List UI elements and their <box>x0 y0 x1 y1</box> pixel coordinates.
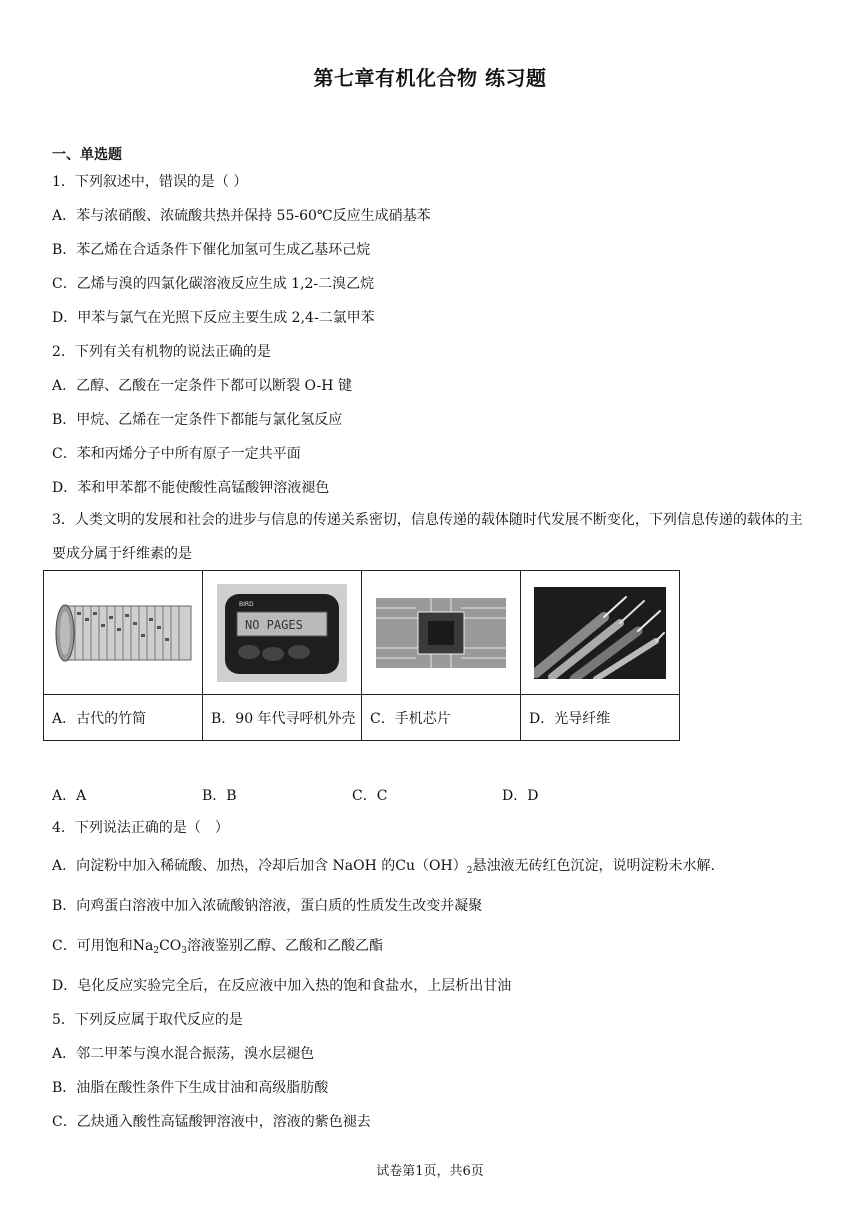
q4-c-formula-na: Na <box>132 938 154 954</box>
q4-option-c <box>52 936 383 961</box>
image-cell-d <box>521 571 680 695</box>
q2-option-a: A．乙醇、乙酸在一定条件下都可以断裂 O-H 键 <box>52 378 352 394</box>
pager-screen-text: NO PAGES <box>245 617 303 632</box>
q1-option-d: D．甲苯与氯气在光照下反应主要生成 2,4-二氯甲苯 <box>52 310 375 326</box>
q3-image-table <box>43 570 680 741</box>
q4-option-a <box>52 856 715 881</box>
section-heading: 一、单选题 <box>52 147 122 163</box>
q4-a-formula-sub: 2 <box>466 866 473 876</box>
q3-choice-a: A．A <box>52 788 87 804</box>
q3-choice-b: B．B <box>202 788 237 804</box>
q4-option-d: D．皂化反应实验完全后，在反应液中加入热的饱和食盐水，上层析出甘油 <box>52 978 512 994</box>
page-footer: 试卷第1页，共6页 <box>376 1164 484 1179</box>
q3-stem: 3．人类文明的发展和社会的进步与信息的传递关系密切，信息传递的载体随时代发展不断变化，下列信息传递的载体的主要成分属于纤维素的是 <box>52 512 803 562</box>
q5-stem: 5．下列反应属于取代反应的是 <box>52 1012 243 1028</box>
q4-c-formula-co: CO <box>159 938 182 954</box>
q5-option-c: C．乙炔通入酸性高锰酸钾溶液中，溶液的紫色褪去 <box>52 1114 371 1130</box>
q4-c-text-pre: C．可用饱和 <box>52 938 133 954</box>
pager-brand: BIRD <box>239 600 254 608</box>
q4-a-text-pre: A．向淀粉中加入稀硫酸、加热，冷却后加含 NaOH 的 <box>52 858 396 874</box>
q4-c-sub-2: 3 <box>181 946 187 956</box>
image-cell-c <box>362 571 521 695</box>
q2-option-b: B．甲烷、乙烯在一定条件下都能与氯化氢反应 <box>52 412 343 428</box>
q4-option-b: B．向鸡蛋白溶液中加入浓硫酸钠溶液，蛋白质的性质发生改变并凝聚 <box>52 898 483 914</box>
caption-c: C．手机芯片 <box>362 695 521 741</box>
optical-fiber-image <box>534 587 666 679</box>
q2-option-d: D．苯和甲苯都不能使酸性高锰酸钾溶液褪色 <box>52 480 330 496</box>
q4-c-text-post: 溶液鉴别乙醇、乙酸和乙酸乙酯 <box>187 938 383 954</box>
bamboo-slips-image <box>53 598 193 668</box>
caption-b: B．90 年代寻呼机外壳 <box>203 695 362 741</box>
phone-chip-image <box>376 598 506 668</box>
q4-stem: 4．下列说法正确的是（ ） <box>52 820 229 836</box>
q1-option-a: A．苯与浓硝酸、浓硫酸共热并保持 55-60℃反应生成硝基苯 <box>52 208 431 224</box>
q4-c-sub-1: 2 <box>153 946 160 956</box>
page-title: 第七章有机化合物 练习题 <box>313 66 547 90</box>
pager-image <box>217 584 347 682</box>
q3-choice-d: D．D <box>502 788 539 804</box>
q4-a-formula: Cu（OH） <box>395 858 467 874</box>
q2-option-c: C．苯和丙烯分子中所有原子一定共平面 <box>52 446 301 462</box>
caption-d: D．光导纤维 <box>521 695 680 741</box>
q5-option-b: B．油脂在酸性条件下生成甘油和高级脂肪酸 <box>52 1080 329 1096</box>
q4-a-text-post: 悬浊液无砖红色沉淀，说明淀粉未水解. <box>472 858 715 874</box>
q1-option-b: B．苯乙烯在合适条件下催化加氢可生成乙基环己烷 <box>52 242 371 258</box>
caption-a: A．古代的竹简 <box>44 695 203 741</box>
q3-choice-c: C．C <box>352 788 388 804</box>
image-cell-b <box>203 571 362 695</box>
image-cell-a <box>44 571 203 695</box>
q1-stem: 1．下列叙述中，错误的是（ ） <box>52 174 248 190</box>
q2-stem: 2．下列有关有机物的说法正确的是 <box>52 344 271 360</box>
q5-option-a: A．邻二甲苯与溴水混合振荡，溴水层褪色 <box>52 1046 315 1062</box>
q1-option-c: C．乙烯与溴的四氯化碳溶液反应生成 1,2-二溴乙烷 <box>52 276 375 292</box>
